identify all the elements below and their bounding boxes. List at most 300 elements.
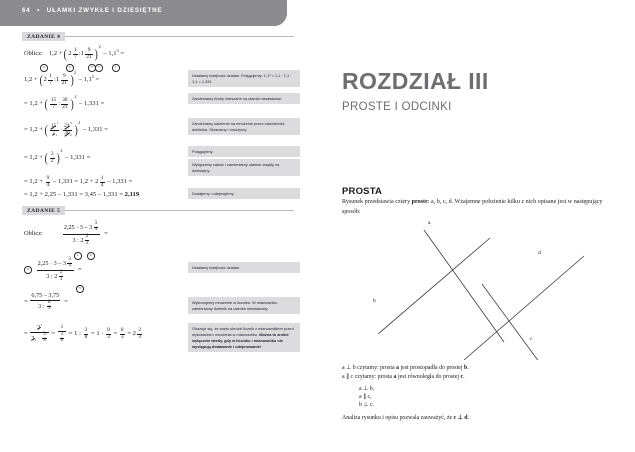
equals-sign: = — [84, 153, 91, 161]
exponent-2: 2 — [78, 119, 81, 125]
denominator: 21 — [61, 80, 67, 87]
value-1-331: 1,331 — [70, 153, 85, 161]
step-marker-3: 3 — [88, 64, 96, 72]
exponent-3: 3 — [116, 47, 119, 53]
plus-sign: + — [32, 75, 38, 83]
multiplication-dot: · — [99, 330, 106, 338]
division-colon: : — [41, 302, 47, 310]
line-label-c: c — [530, 336, 533, 342]
relation-2: a ∥ c, — [359, 394, 372, 400]
cancelled-3-num: 3 — [37, 324, 41, 331]
value-2-25: 2,25 — [44, 191, 57, 198]
final-answer-task4: 2,119 — [124, 191, 140, 198]
fraction-9-21 — [85, 48, 92, 61]
paren-inner — [68, 48, 95, 61]
cancelled-21: 21 — [64, 123, 70, 129]
reading-2-pre: a ∥ c czytamy: prosta — [342, 374, 394, 380]
task4-line-4 — [24, 119, 184, 138]
fraction-21-30-cancelled — [63, 121, 72, 138]
expr-1-2: 1,2 — [24, 75, 33, 83]
task5-prompt: Oblicz: — [24, 229, 43, 237]
paren-inner — [43, 74, 70, 87]
task5-line-1 — [24, 222, 184, 246]
denominator — [63, 131, 72, 136]
numerator: 1 — [74, 47, 77, 53]
task4-step-markers — [24, 64, 194, 72]
note-task5-3 — [188, 323, 300, 352]
fraction-15-7-cancelled — [50, 121, 59, 138]
paren-group — [44, 119, 81, 138]
minus-sign: – — [101, 49, 109, 57]
value-1: 1 — [96, 330, 100, 338]
header-section-title: UŁAMKI ZWYKŁE I DZIESIĘTNE — [46, 7, 163, 14]
expr-1-2: 1,2 — [29, 99, 38, 107]
expr-1-2: 1,2 — [29, 153, 38, 161]
fraction-3-8 — [60, 333, 64, 344]
fraction-8-3 — [47, 301, 51, 312]
equals-sign: = — [77, 265, 82, 273]
note-task4-2: Zamieniamy liczby mieszane na ułamki niewłaściwe. — [188, 93, 300, 104]
minus-sign: – — [77, 99, 84, 107]
task5-line-2 — [24, 258, 184, 282]
complex-fraction-4-cancelled — [30, 325, 48, 344]
numerator: 8 — [107, 327, 110, 334]
whole-part: 2 — [80, 236, 84, 244]
plus-sign: + — [37, 99, 43, 107]
whole-part: 2 — [132, 330, 136, 338]
step-marker-4: 4 — [24, 266, 32, 274]
division-colon: : — [75, 236, 81, 244]
reading-line-2 — [342, 373, 614, 382]
reading-1-a: a — [396, 365, 399, 371]
denominator: 4 — [100, 182, 104, 189]
task-banner-5 — [22, 206, 294, 215]
note-task5-1: Ustalamy kolejność działań. — [188, 262, 300, 273]
fraction-3-8b — [84, 328, 89, 341]
fraction-9-21 — [61, 74, 68, 87]
denominator: 3 — [86, 240, 89, 246]
exponent-2: 2 — [98, 43, 101, 49]
note-task4-1: Ustalamy kolejność działań. Potęgujemy: 1,1³ = 1,1 · 1,1 · 1,1 = 1,331 — [188, 70, 300, 87]
plus-sign: + — [37, 153, 43, 161]
paren-right: ) — [70, 72, 74, 88]
value-6-75: 6,75 — [31, 292, 43, 299]
numerator: 9 — [46, 175, 50, 181]
numerator — [63, 121, 72, 129]
note-task4-6: Dodajemy i odejmujemy. — [188, 188, 300, 199]
mixed-2-1-7 — [43, 74, 54, 87]
complex-fraction-2 — [37, 258, 74, 282]
paren-left: ( — [44, 150, 48, 166]
numerator — [36, 325, 43, 331]
whole-part: 1 — [80, 49, 84, 57]
denominator: 8 — [60, 338, 64, 344]
minus-sign: – — [105, 177, 113, 185]
reading-1-pre: a ⊥ b czytamy: prosta — [342, 365, 397, 371]
denominator — [45, 271, 65, 282]
numerator: 3 — [60, 331, 64, 337]
step-marker-2: 2 — [66, 64, 74, 72]
fraction-1-7 — [48, 74, 53, 87]
task4-prompt: Oblicz: — [24, 50, 43, 58]
task4-line-6 — [24, 176, 184, 189]
plus-sign: + — [37, 125, 43, 133]
mixed-1-9-21 — [53, 73, 69, 87]
value-3-75: 3,75 — [48, 292, 60, 299]
cancel-result-2: 2 — [69, 133, 72, 138]
value-3: 3 — [38, 302, 42, 310]
multiplication-dot: · — [74, 223, 80, 231]
task5-line-4 — [24, 325, 184, 344]
numerator: 30 — [62, 97, 68, 103]
numerator: 2 — [59, 270, 63, 276]
exponent-3: 3 — [91, 73, 94, 79]
paren-right: ) — [74, 122, 78, 138]
expr-1-2: 1,2 — [29, 125, 38, 133]
denominator: 8 — [84, 334, 88, 341]
line-d — [464, 256, 584, 360]
value-1: 1 — [74, 330, 78, 338]
task-chip — [22, 32, 65, 41]
task4-line-2 — [24, 69, 184, 88]
right-page — [318, 0, 635, 452]
numerator: 1 — [60, 324, 64, 331]
fraction-8-3b — [106, 328, 111, 341]
value-3: 3 — [72, 236, 76, 244]
task-banner-label-5: ZADANIE 5 — [27, 207, 61, 214]
running-header-text — [22, 7, 162, 14]
whole-part: 2 — [43, 75, 47, 83]
fraction-2-3 — [85, 235, 89, 246]
denominator — [51, 131, 57, 136]
relation-1: a ⊥ b, — [359, 386, 375, 392]
paren-left: ( — [44, 122, 48, 138]
paren-inner — [48, 121, 73, 138]
paren-group — [44, 147, 63, 166]
mixed-3-3-4 — [89, 222, 99, 233]
denominator: 3 — [59, 276, 63, 282]
closing-paragraph — [342, 414, 614, 423]
value-3: 3 — [46, 272, 50, 280]
task-chip — [22, 206, 65, 215]
multiplication-dot: · — [59, 125, 63, 133]
minus-sign: – — [96, 191, 103, 198]
lines-figure-svg — [342, 222, 614, 360]
expr-1-2: 1,2 — [79, 177, 89, 185]
base-1-1: 1,1 — [108, 49, 117, 57]
equals-sign: = — [118, 49, 125, 57]
paren-inner — [48, 152, 56, 165]
equals-sign: = — [125, 330, 133, 338]
value-1-331: 1,331 — [112, 177, 127, 185]
header-bullet-icon: • — [37, 7, 41, 14]
step-marker-1: 1 — [74, 252, 82, 260]
cancel-result-3: 3 — [69, 121, 72, 126]
equals-sign: = — [93, 75, 100, 83]
minus-sign: – — [82, 223, 90, 231]
reading-1-b: b — [463, 365, 468, 371]
line-label-d: d — [538, 250, 541, 256]
plus-sign: + — [37, 191, 45, 198]
fraction-3-8 — [42, 333, 46, 344]
whole-part: 1 — [55, 75, 60, 83]
fraction-9-4 — [46, 176, 51, 189]
denominator — [71, 235, 91, 246]
reading-2-c: c — [460, 374, 464, 380]
mixed-2-2-3 — [80, 235, 90, 246]
task-banner-4 — [22, 32, 294, 41]
base-1-1: 1,1 — [83, 75, 92, 83]
reading-2-a: a — [393, 374, 397, 380]
step-marker-3: 3 — [76, 285, 84, 293]
multiplication-dot: · — [48, 259, 54, 267]
cancel-result-1b: 1 — [55, 133, 57, 138]
denominator — [30, 333, 48, 344]
intro-pre: Rysunek przedstawia cztery — [342, 199, 412, 205]
equals-sign: = — [24, 330, 30, 338]
denominator — [37, 301, 53, 312]
closing-bold: c ⊥ d — [453, 415, 468, 421]
step-marker-5: 5 — [95, 64, 103, 72]
minus-sign: – — [56, 191, 63, 198]
numerator — [30, 293, 60, 299]
numerator: 8 — [120, 327, 124, 334]
equals-sign: = — [104, 229, 108, 237]
equals-sign: = — [24, 191, 30, 198]
denominator: 7 — [49, 80, 52, 87]
expr-1-2: 1,2 — [29, 177, 38, 185]
denominator: 7 — [52, 104, 55, 111]
value-2-25: 2,25 — [37, 259, 49, 267]
task4-line-5 — [24, 147, 184, 166]
paren-left: ( — [44, 96, 48, 112]
page-number: 64 — [22, 7, 31, 14]
line-label-b: b — [373, 298, 376, 304]
task4-line-1 — [24, 43, 184, 62]
step-marker-2: 2 — [87, 252, 95, 260]
equals-sign: = — [77, 191, 85, 198]
cancelled-7: 7 — [52, 130, 55, 137]
fraction-1-7 — [73, 48, 78, 61]
intro-post: : a, b, c, d. Wzajemne położenie kilku z nich opisane jest w następujący sposób: — [342, 199, 603, 215]
division-colon: : — [58, 99, 61, 107]
step-marker-4: 4 — [40, 64, 48, 72]
paren-group — [44, 93, 77, 112]
complex-fraction-1 — [63, 222, 100, 246]
denominator: 3 — [48, 306, 51, 312]
division-colon: : — [78, 49, 81, 57]
line-a — [424, 230, 504, 342]
numerator: 3 — [50, 151, 54, 157]
paren-right: ) — [94, 46, 99, 62]
value-2-25: 2,25 — [63, 223, 75, 231]
task4-line-7 — [24, 192, 184, 199]
reading-2-end: . — [463, 374, 465, 380]
task5-line-3 — [24, 293, 184, 312]
final-answer-task5 — [133, 328, 144, 341]
numerator: 3 — [84, 327, 88, 334]
minus-sign: – — [42, 292, 49, 299]
fraction-2-3-final — [137, 328, 142, 341]
whole-part: 2 — [68, 49, 72, 57]
mixed-2-1-4 — [95, 176, 106, 189]
minus-sign: – — [81, 125, 88, 133]
intro-paragraph — [342, 198, 614, 218]
equals-sign: = — [111, 330, 119, 338]
fraction-2-3 — [59, 271, 63, 282]
value-3-45: 3,45 — [84, 191, 97, 198]
whole-part: 2 — [54, 272, 58, 280]
expr-1-2: 1,2 — [29, 191, 38, 198]
mixed-3-3-4 — [63, 258, 73, 269]
note-task4-5: Wyłączamy całość i zamieniamy ułamek zwykły na dziesiętny. — [188, 159, 300, 176]
task-banner-label-4: ZADANIE 4 — [27, 33, 61, 40]
minus-sign: – — [76, 75, 84, 83]
fraction-15-7 — [50, 98, 57, 111]
denominator: 4 — [46, 182, 50, 189]
complex-fraction-3 — [30, 293, 60, 312]
numerator: 3 — [94, 221, 98, 226]
numerator: 15 — [50, 97, 57, 103]
value-3: 3 — [53, 259, 57, 267]
whole-part: 2 — [95, 177, 99, 185]
value-1-331: 1,331 — [102, 191, 118, 198]
equals-sign: = — [24, 99, 30, 107]
whole-part: 3 — [89, 223, 93, 231]
equals-sign: = — [49, 330, 57, 338]
numerator: 2 — [86, 234, 89, 240]
note-task5-2: Wykonujemy mnożenie w liczniku. W mianowniku zamieniamy dzielnik na ułamek niewłaściwy. — [188, 297, 300, 314]
note-task5-3-text: Okazuje się, że warto skrócić licznik z mianownikiem przed wykonaniem mnożenia w mianowniku. — [192, 325, 294, 337]
value-1-331: 1,331 — [57, 177, 73, 185]
numerator — [50, 121, 59, 129]
paren-group — [39, 69, 76, 88]
plus-sign: + — [37, 177, 45, 185]
cancel-result-1: 1 — [40, 323, 43, 328]
numerator: 3 — [43, 332, 46, 337]
denominator: 3 — [107, 334, 110, 341]
division-colon: : — [49, 272, 55, 280]
equals-sign: = — [117, 191, 125, 198]
reading-1-mid: jest prostopadła do prostej — [399, 365, 464, 371]
paren-inner — [48, 98, 70, 111]
fraction-1-4 — [100, 176, 105, 189]
task4-line-3 — [24, 93, 184, 112]
intro-bold-proste: proste — [411, 199, 428, 205]
chapter-heading — [342, 70, 489, 114]
value-1-331: 1,331 — [87, 125, 103, 133]
mixed-1-9-21 — [78, 47, 94, 61]
minus-sign: – — [56, 259, 63, 267]
value-1-331: 1,331 — [84, 99, 99, 107]
cancelled-15: 15 — [50, 123, 57, 129]
minus-sign: – — [63, 153, 71, 161]
equals-sign: = — [24, 125, 30, 133]
fraction-3-2 — [50, 152, 55, 165]
whole-part: 3 — [62, 259, 66, 267]
fraction-8-3c — [120, 328, 125, 341]
paren-left: ( — [39, 72, 43, 88]
plus-sign: + — [57, 49, 63, 57]
numerator — [63, 222, 100, 233]
value-3: 3 — [79, 223, 83, 231]
denominator — [58, 333, 66, 344]
equals-sign: = — [89, 330, 97, 338]
value-1-331: 1,331 — [62, 191, 78, 198]
cancel-result-1: 1 — [56, 121, 59, 126]
line-c — [482, 284, 564, 360]
denominator: 21 — [62, 104, 68, 111]
paren-right: ) — [56, 150, 60, 166]
numerator — [37, 258, 74, 269]
chapter-subtitle: PROSTE I ODCINKI — [342, 101, 452, 113]
equals-sign: = — [102, 125, 108, 133]
minus-sign: – — [51, 177, 58, 185]
line-b — [378, 238, 490, 334]
numerator: 2 — [138, 327, 142, 334]
denominator: 8 — [43, 338, 46, 344]
relation-3: b ⊥ c. — [359, 402, 375, 408]
exponent-2: 2 — [60, 147, 63, 153]
numerator: 3 — [68, 257, 71, 262]
division-colon: : — [53, 75, 56, 83]
section-title-prosta: PROSTA — [342, 186, 383, 197]
equals-sign: = — [127, 177, 133, 185]
mixed-2-2-3 — [54, 271, 64, 282]
chapter-title: ROZDZIAŁ III — [342, 68, 489, 94]
step-marker-1: 1 — [112, 64, 120, 72]
numerator: 1 — [49, 73, 52, 79]
fraction-3-4 — [94, 222, 98, 233]
denominator: 3 — [120, 334, 124, 341]
cancelled-3-den: 3 — [31, 334, 35, 342]
exponent-2: 2 — [74, 93, 77, 99]
denominator: 4 — [68, 263, 71, 269]
exponent-2: 2 — [73, 69, 76, 75]
equals-sign: = — [24, 153, 30, 161]
numerator: 8 — [48, 300, 51, 305]
closing-pre: Analiza rysunku i opisu pozwala zauważyć, że — [342, 415, 454, 421]
plus-sign: + — [88, 177, 96, 185]
cancelled-30: 30 — [64, 130, 70, 137]
reading-1-end: . — [467, 365, 469, 371]
numerator: 9 — [87, 47, 91, 53]
closing-post: . — [467, 415, 470, 421]
denominator: 2 — [50, 158, 54, 165]
lines-figure — [342, 222, 614, 372]
paren-group — [63, 43, 101, 62]
line-label-a: a — [428, 220, 431, 226]
denominator: 21 — [86, 54, 92, 61]
paren-left: ( — [64, 46, 68, 62]
equals-sign: = — [64, 298, 68, 306]
denominator: 3 — [138, 334, 142, 341]
denominator: 4 — [94, 227, 98, 233]
paren-right: ) — [70, 96, 74, 112]
expr-1-2: 1,2 — [48, 49, 58, 57]
cancel-result-1b: 1 — [34, 338, 37, 343]
note-task4-3: Zamieniamy dzielenie na mnożenie przez odwrotność dzielnika. Skracamy i mnożymy. — [188, 118, 300, 135]
numerator: 9 — [62, 73, 66, 79]
equals-sign: = — [72, 177, 80, 185]
equals-sign: = — [67, 330, 75, 338]
mixed-2-1-7 — [68, 48, 79, 61]
equals-sign: = — [24, 177, 30, 185]
reading-2-mid: jest równoległa do prostej — [396, 374, 461, 380]
note-task4-4: Potęgujemy. — [188, 146, 300, 157]
fraction-30-21 — [61, 98, 68, 111]
fraction-1-over-3-8 — [58, 325, 66, 343]
